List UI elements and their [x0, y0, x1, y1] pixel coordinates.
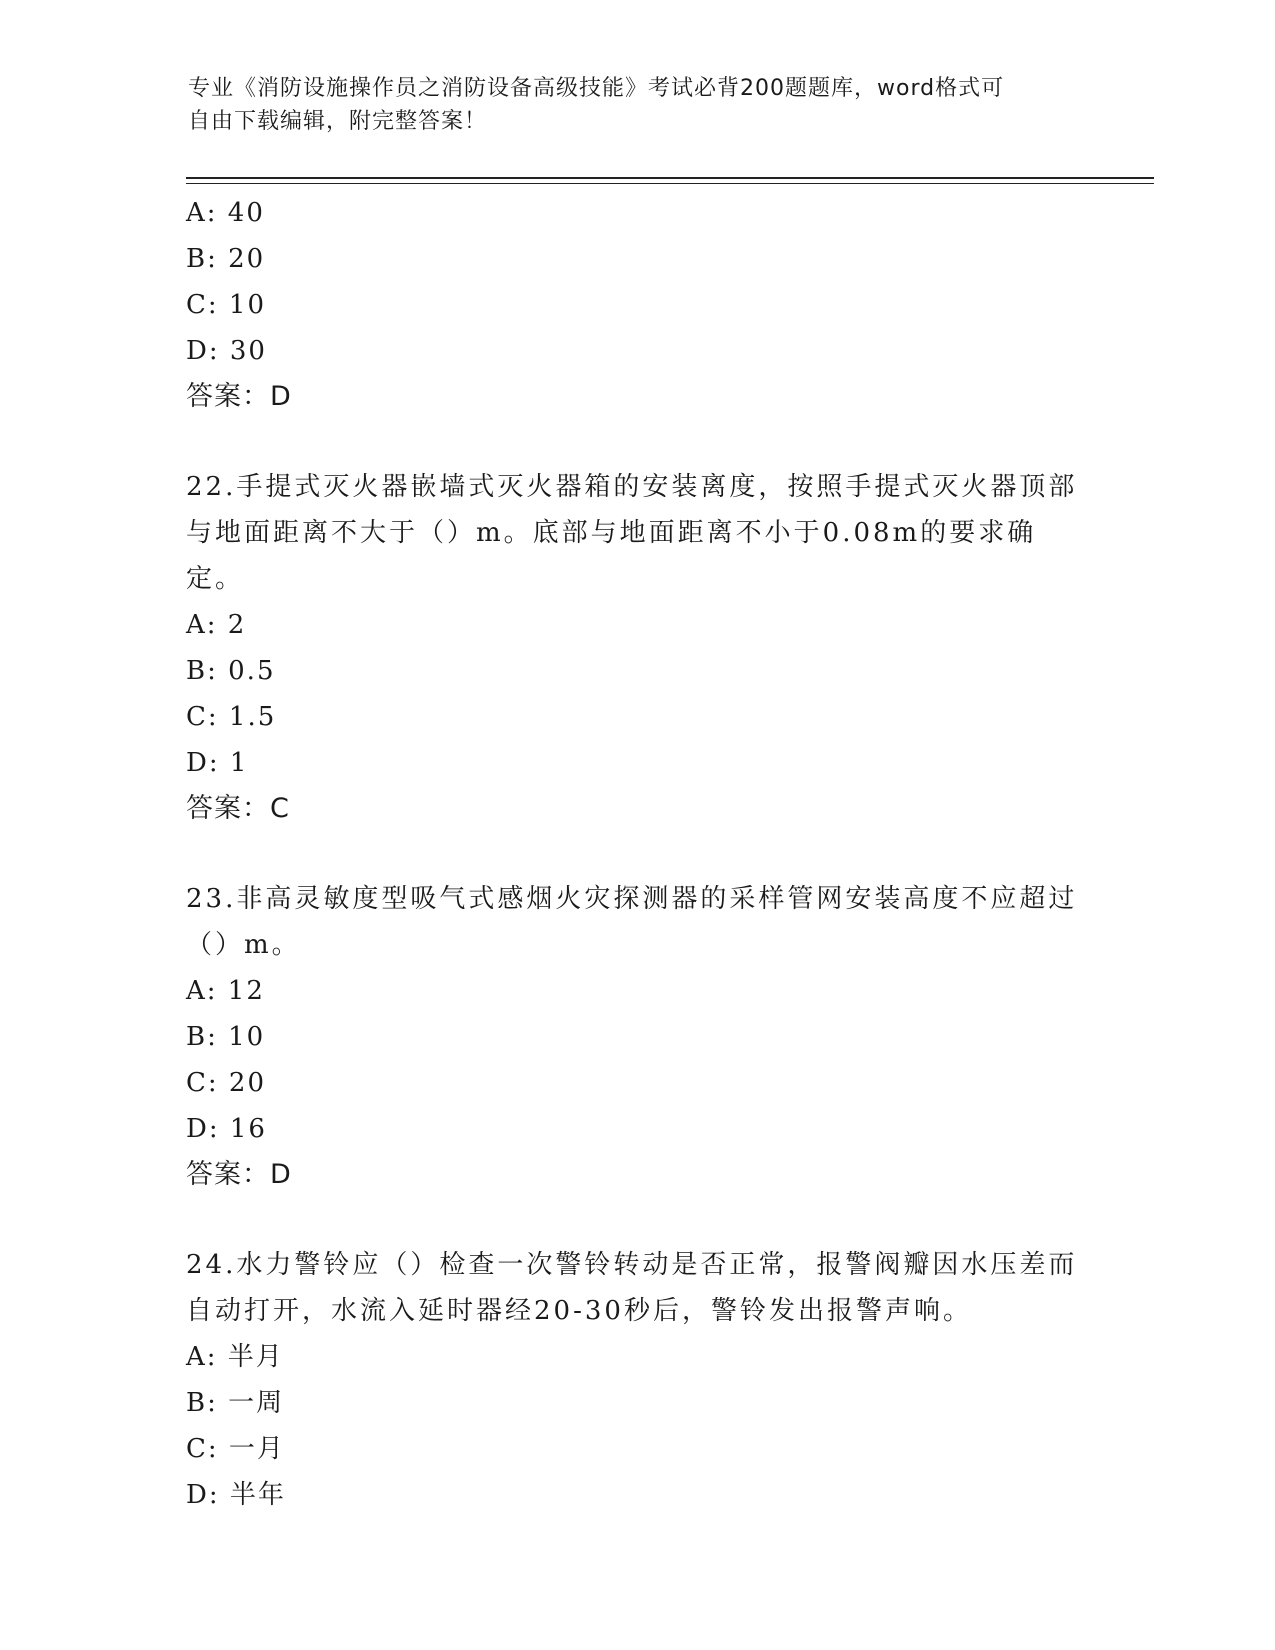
option-b: B: 一周 — [186, 1388, 285, 1418]
question-text-line-2: （）m。 — [186, 930, 301, 960]
question-text-line-1: 22.手提式灭火器嵌墙式灭火器箱的安装离度，按照手提式灭火器顶部 — [186, 472, 1078, 502]
option-b: B: 0.5 — [186, 656, 276, 686]
question-22 — [186, 464, 1086, 832]
question-21 — [186, 190, 1086, 420]
option-d: D: 16 — [186, 1114, 267, 1144]
option-a: A: 2 — [186, 610, 247, 640]
option-a: A: 12 — [186, 976, 265, 1006]
header-divider-thin — [186, 183, 1154, 184]
question-23 — [186, 876, 1086, 1198]
header-line-1: 专业《消防设施操作员之消防设备高级技能》考试必背200题题库，word格式可 — [188, 76, 1005, 101]
option-b: B: 20 — [186, 244, 266, 274]
question-list — [186, 190, 1086, 1518]
option-a: A: 半月 — [186, 1342, 284, 1372]
header-divider-thick — [186, 177, 1154, 179]
option-c: C: 10 — [186, 290, 267, 320]
question-24 — [186, 1242, 1086, 1518]
page-header — [188, 72, 1088, 138]
question-text-line-1: 24.水力警铃应（）检查一次警铃转动是否正常，报警阀瓣因水压差而 — [186, 1250, 1078, 1280]
question-text-line-1: 23.非高灵敏度型吸气式感烟火灾探测器的采样管网安装高度不应超过 — [186, 884, 1078, 914]
option-a: A: 40 — [186, 198, 265, 228]
header-line-2: 自由下载编辑，附完整答案！ — [188, 109, 488, 134]
question-text-line-2: 与地面距离不大于（）m。底部与地面距离不小于0.08m的要求确定。 — [186, 518, 1037, 594]
option-c: C: 一月 — [186, 1434, 285, 1464]
question-text-line-2: 自动打开，水流入延时器经20-30秒后，警铃发出报警声响。 — [186, 1296, 972, 1326]
option-b: B: 10 — [186, 1022, 266, 1052]
answer-line: 答案：D — [186, 1159, 292, 1190]
option-d: D: 30 — [186, 336, 267, 366]
answer-line: 答案：D — [186, 381, 292, 412]
option-d: D: 1 — [186, 748, 249, 778]
option-c: C: 20 — [186, 1068, 267, 1098]
option-d: D: 半年 — [186, 1480, 286, 1510]
answer-line: 答案：C — [186, 793, 290, 824]
option-c: C: 1.5 — [186, 702, 277, 732]
